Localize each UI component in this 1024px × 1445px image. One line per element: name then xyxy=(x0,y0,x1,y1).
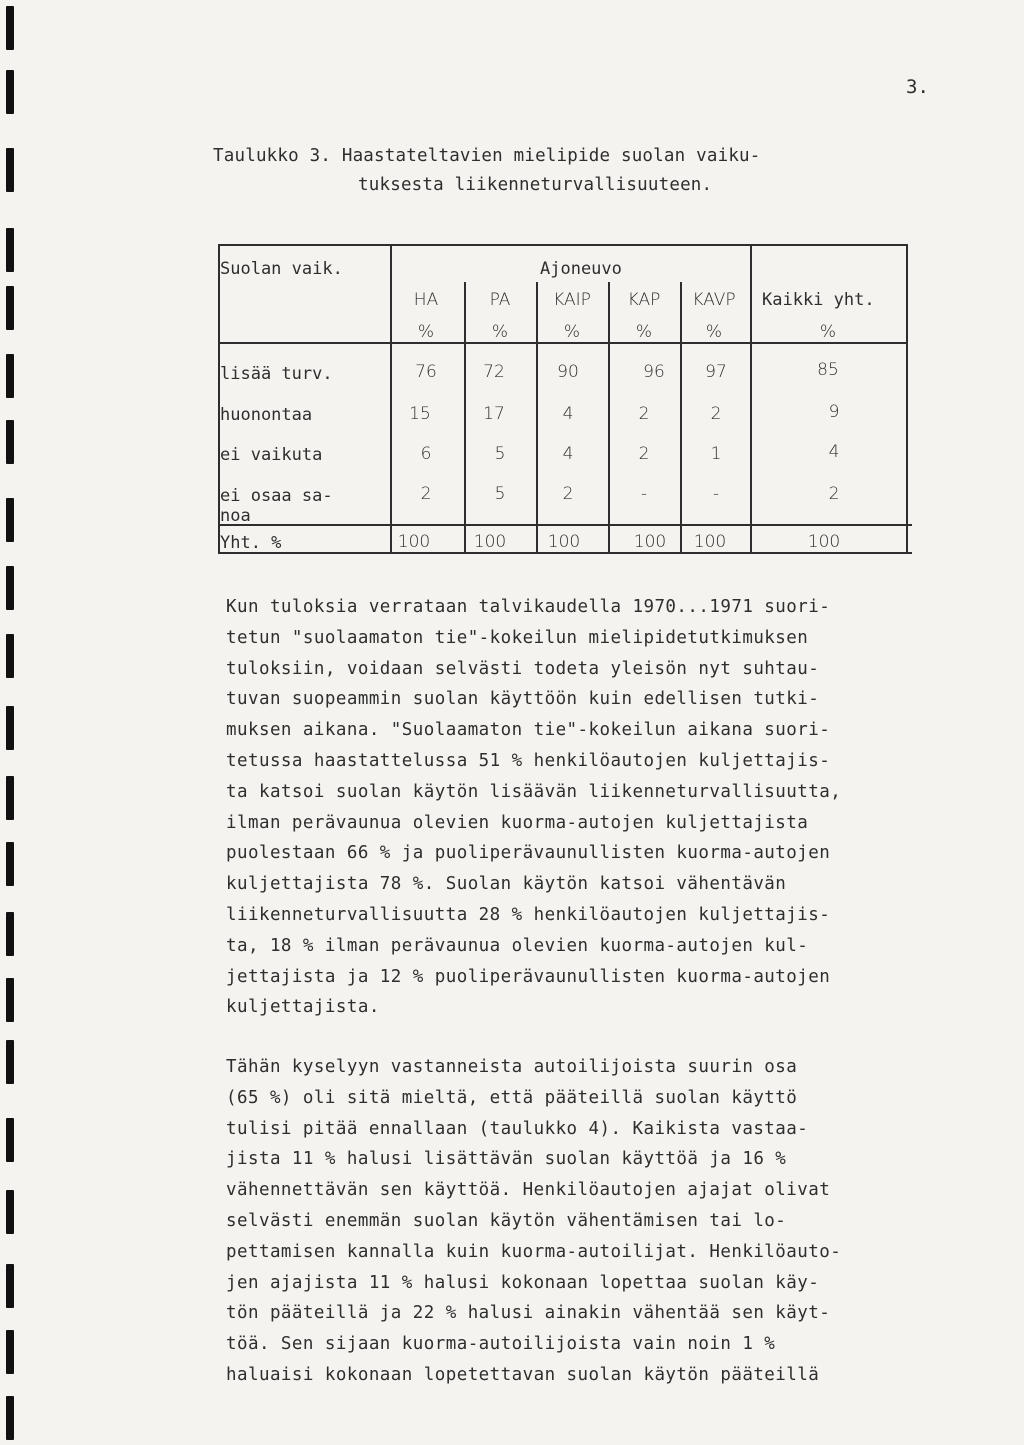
text-line: töä. Sen sijaan kuorma-autoilijoista vain noin 1 % xyxy=(226,1334,776,1355)
table-border xyxy=(218,244,908,246)
table-cell: 1 xyxy=(710,444,722,464)
table-cell: 2 xyxy=(828,484,840,504)
total-cell: 100 xyxy=(547,532,581,552)
group-header: Ajoneuvo xyxy=(540,259,622,279)
table-cell: 2 xyxy=(638,444,650,464)
text-line: ta, 18 % ilman perävaunua olevien kuorma-autojen kul- xyxy=(226,935,809,956)
table-border xyxy=(218,552,912,554)
table-cell: - xyxy=(712,484,720,504)
data-table xyxy=(218,244,912,554)
row-label: ei vaikuta xyxy=(220,445,323,465)
binding-hole xyxy=(6,228,14,272)
text-line: tön pääteillä ja 22 % halusi ainakin vähentää sen käyt- xyxy=(226,1303,831,1324)
table-cell: 90 xyxy=(557,362,579,382)
text-line: tetun "suolaamaton tie"-kokeilun mielipidetutkimuksen xyxy=(226,627,809,648)
unit-label: % xyxy=(491,322,509,342)
text-line: tulisi pitää ennallaan (taulukko 4). Kaikista vastaa- xyxy=(226,1118,809,1139)
table-cell: 4 xyxy=(562,444,574,464)
column-separator xyxy=(680,282,682,554)
row-label xyxy=(220,486,333,526)
total-row-label: Yht. % xyxy=(220,533,282,553)
caption-line: tuksesta liikenneturvallisuuteen. xyxy=(358,175,713,195)
table-cell: 5 xyxy=(494,444,506,464)
table-cell: 2 xyxy=(420,484,432,504)
row-label-line: noa xyxy=(220,506,251,526)
text-line: Kun tuloksia verrataan talvikaudella 1970...1971 suori- xyxy=(226,597,831,617)
paragraph-2 xyxy=(226,1052,946,1391)
unit-label: % xyxy=(819,322,837,342)
binding-hole xyxy=(6,634,14,678)
text-line: puolestaan 66 % ja puoliperävaunullisten kuorma-autojen xyxy=(226,843,831,864)
table-cell: 2 xyxy=(562,484,574,504)
total-cell: 100 xyxy=(633,532,667,552)
binding-hole xyxy=(6,912,14,956)
text-line: kuljettajista 78 %. Suolan käytön katsoi vähentävän xyxy=(226,874,787,895)
binding-hole xyxy=(6,1396,14,1440)
binding-hole xyxy=(6,286,14,330)
binding-hole xyxy=(6,706,14,750)
text-line: kuljettajista. xyxy=(226,997,380,1018)
binding-strip xyxy=(0,0,22,1445)
caption-line: Taulukko 3. Haastateltavien mielipide suolan vaiku- xyxy=(213,146,761,166)
binding-hole xyxy=(6,70,14,114)
total-cell: 100 xyxy=(473,532,507,552)
binding-hole xyxy=(6,1264,14,1308)
total-cell: 100 xyxy=(693,532,727,552)
table-caption xyxy=(213,142,761,200)
binding-hole xyxy=(6,6,14,50)
binding-hole xyxy=(6,566,14,610)
text-line: vähennettävän sen käyttöä. Henkilöautojen ajajat olivat xyxy=(226,1180,831,1201)
binding-hole xyxy=(6,776,14,820)
text-line: ilman perävaunua olevien kuorma-autojen kuljettajista xyxy=(226,812,809,833)
table-cell: 85 xyxy=(817,360,839,380)
text-line: jen ajajista 11 % halusi kokonaan lopettaa suolan käy- xyxy=(226,1272,820,1293)
row-label: huonontaa xyxy=(220,405,313,425)
table-cell: - xyxy=(640,484,648,504)
text-line: jista 11 % halusi lisättävän suolan käyttöä ja 16 % xyxy=(226,1149,787,1170)
text-line: selvästi enemmän suolan käytön vähentämisen tai lo- xyxy=(226,1210,787,1231)
header-separator xyxy=(218,342,908,344)
column-header-kavp: KAVP xyxy=(692,290,736,310)
text-line: haluaisi kokonaan lopetettavan suolan käytön pääteillä xyxy=(226,1364,820,1385)
paragraph-1 xyxy=(226,592,946,1023)
text-line: tuvan suopeammin suolan käyttöön kuin edellisen tutki- xyxy=(226,689,820,710)
column-header-pa: PA xyxy=(489,290,511,310)
table-cell: 97 xyxy=(705,362,727,382)
table-border xyxy=(906,244,908,554)
table-cell: 76 xyxy=(415,362,437,382)
table-cell: 72 xyxy=(483,362,505,382)
text-line: ta katsoi suolan käytön lisäävän liikenneturvallisuutta, xyxy=(226,781,842,802)
text-line: jettajista ja 12 % puoliperävaunullisten kuorma-autojen xyxy=(226,966,831,987)
row-header-label: Suolan vaik. xyxy=(220,259,343,279)
binding-hole xyxy=(6,498,14,542)
table-cell: 4 xyxy=(828,442,840,462)
binding-hole xyxy=(6,1190,14,1234)
binding-hole xyxy=(6,420,14,464)
table-cell: 4 xyxy=(562,404,574,424)
binding-hole xyxy=(6,1330,14,1374)
unit-label: % xyxy=(563,322,581,342)
page-number: 3. xyxy=(906,76,929,98)
column-header-ha: HA xyxy=(413,290,439,310)
table-cell: 17 xyxy=(483,404,505,424)
text-line: tuloksiin, voidaan selvästi todeta yleisön nyt suhtau- xyxy=(226,658,820,679)
table-cell: 5 xyxy=(494,484,506,504)
binding-hole xyxy=(6,148,14,192)
row-label: lisää turv. xyxy=(220,364,333,384)
text-line: liikenneturvallisuutta 28 % henkilöautojen kuljettajis- xyxy=(226,904,831,925)
text-line: (65 %) oli sitä mieltä, että pääteillä suolan käyttö xyxy=(226,1087,798,1108)
binding-hole xyxy=(6,1118,14,1162)
text-line: Tähän kyselyyn vastanneista autoilijoista suurin osa xyxy=(226,1057,798,1077)
column-header-total: Kaikki yht. xyxy=(762,290,875,310)
row-label-line: ei osaa sa- xyxy=(220,486,333,506)
column-separator xyxy=(608,282,610,554)
unit-label: % xyxy=(705,322,723,342)
binding-hole xyxy=(6,842,14,886)
column-header-kap: KAP xyxy=(627,290,661,310)
table-cell: 96 xyxy=(643,362,665,382)
table-cell: 6 xyxy=(420,444,432,464)
column-header-kaip: KAIP xyxy=(553,290,591,310)
total-cell: 100 xyxy=(397,532,431,552)
column-separator xyxy=(750,244,752,554)
table-cell: 2 xyxy=(638,404,650,424)
unit-label: % xyxy=(635,322,653,342)
text-line: tetussa haastattelussa 51 % henkilöautojen kuljettajis- xyxy=(226,750,831,771)
table-cell: 15 xyxy=(409,404,431,424)
text-line: pettamisen kannalla kuin kuorma-autoilijat. Henkilöauto- xyxy=(226,1241,842,1262)
table-cell: 9 xyxy=(828,402,840,422)
binding-hole xyxy=(6,1040,14,1084)
column-separator xyxy=(390,244,392,554)
total-cell: 100 xyxy=(807,532,841,552)
text-line: muksen aikana. "Suolaamaton tie"-kokeilun aikana suori- xyxy=(226,720,831,741)
unit-label: % xyxy=(417,322,435,342)
binding-hole xyxy=(6,354,14,398)
binding-hole xyxy=(6,978,14,1022)
table-cell: 2 xyxy=(710,404,722,424)
